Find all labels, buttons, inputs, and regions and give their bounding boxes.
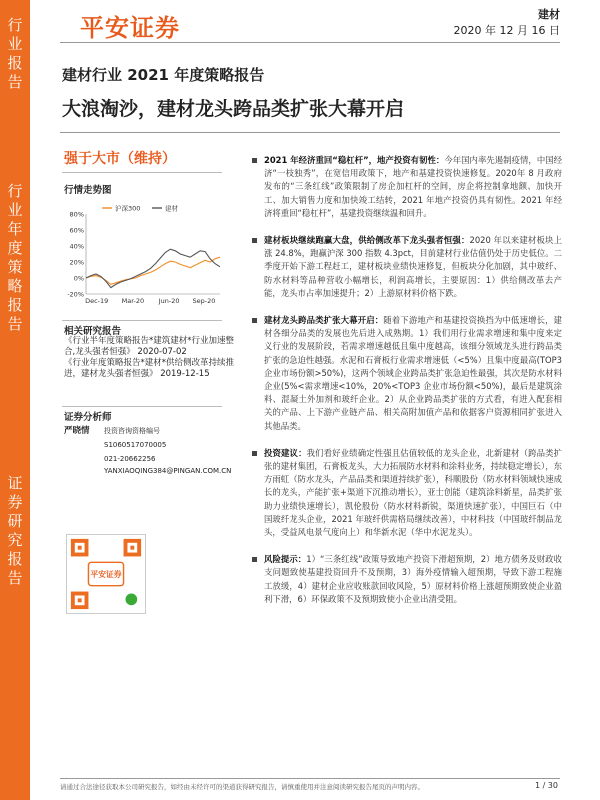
header-divider	[60, 42, 560, 43]
bullet-body: 我们看好业绩确定性强且估值较低的龙头企业，北新建材（跨品类扩张的建材集团，石膏板龙头，大力拓展防水材料和涂料业务，持续稳定增长），东方雨虹（防水龙头，产品品类和渠道持续扩张），科顺股份（防水材料领域快速成长的龙头，产能扩张+渠道下沉推动增长），亚士创能（建筑涂料新星，品类扩张助力业绩快速增长），凯伦股份（防水材料新锐，渠道快速扩张），中国巨石（中国玻纤龙头企业，2021 年玻纤供需格局继续改善），中材科技（中国玻纤制品龙头，受益风电景气度向上）和华新水泥（华中水泥龙头）。	[264, 447, 562, 538]
sidebar-char: 告	[7, 315, 23, 333]
header-date: 2020 年 12 月 16 日	[453, 24, 560, 37]
bullet-expansion	[252, 314, 562, 433]
rating-label: 强于大市（维持）	[64, 151, 176, 167]
bullet-body: 今年国内率先遏制疫情，中国经济“一枝独秀”，在宽信用政策下，地产和基建投资快速修复。2020年 8 月政府发布的“三条红线”政策限制了房企加杠杆的空间，房企将控制拿地额、加快开工、加大销售力度和加快竣工结转，2021 年地产投资仍具有韧性。2021 年经济将重回“稳杠杆”，基建投资继续温和回升。	[264, 155, 563, 218]
bullet-risk-warning	[252, 553, 562, 606]
qr-code	[66, 534, 146, 614]
qr-logo-text: 平安证券	[90, 569, 122, 579]
x-tick-label: Dec-19	[85, 297, 109, 305]
bullet-sector-performance	[252, 234, 562, 300]
bullet-body: 随着下游地产和基建投资换挡为中低速增长，建材各细分品类的发展也先后进入成熟期。1）我们用行业需求增速和集中度来定义行业的发展阶段，若需求增速越低且集中度越高，该细分领域龙头进行跨品类扩张的急迫性越强。水泥和石膏板行业需求增速低（<5%）且集中度最高(TOP3 企业市场份额>50%)，这两个领域企业跨品类扩张急迫性最强，其次是防水材料企业(5%<需求增速<10%，20%<TOP3 企业市场份额<50%)，最后是建筑涂料、混凝土外加剂和玻纤企业。2）从企业跨品类扩张的方式看，有进入配套相关的产品、上下游产业链产品、相关高附加值产品和依据客户资源相同扩张进入其他品类。	[264, 315, 563, 431]
sidebar-char: 业	[7, 35, 23, 53]
bullet-body: 1）“三条红线”政策导致地产投资下滑超预期，2）地方债务及财政收支问题致使基建投资回升不及预期，3）海外疫情输入超预期，导致下游工程施工放缓，4）建材企业应收账款回收风险，5）原材料价格上涨超预期致使企业盈利下滑，6）环保政策不及预期致使小企业出清受阻。	[264, 554, 562, 604]
x-tick-label: Sep-20	[192, 297, 216, 305]
sidebar-char: 告	[7, 73, 23, 91]
sidebar-char: 策	[7, 258, 23, 276]
sidebar-char: 略	[7, 277, 23, 295]
y-tick-label: 20%	[69, 258, 84, 267]
sidebar-char: 券	[7, 493, 23, 511]
bullet-investment-advice	[252, 447, 562, 539]
sidebar-char: 报	[7, 296, 23, 314]
x-tick-label: Jun-20	[158, 297, 180, 305]
analyst-phone: 021-20662256	[104, 455, 156, 463]
header-category: 建材	[538, 8, 560, 21]
title-divider	[60, 132, 560, 133]
y-tick-label: -20%	[67, 290, 84, 299]
summary-bullets	[252, 154, 562, 606]
related-report-item[interactable]: 《行业半年度策略报告*建筑建材*行业加速整合,龙头强者恒强》 2020-07-02	[64, 336, 235, 357]
analyst-license-number: S1060517070005	[104, 441, 167, 449]
sidebar-label-annual-strategy	[0, 182, 30, 334]
sidebar-label-securities-research	[0, 474, 30, 588]
sidebar-char: 行	[7, 182, 23, 200]
sidebar-char: 行	[7, 16, 23, 34]
sidebar-char: 年	[7, 220, 23, 238]
sidebar-char: 告	[7, 569, 23, 587]
series-line-hs300	[86, 257, 220, 284]
sidebar-char: 报	[7, 54, 23, 72]
sidebar-char: 究	[7, 531, 23, 549]
analyst-divider	[62, 406, 222, 407]
y-tick-label: 80%	[69, 210, 84, 219]
footer-divider	[60, 778, 560, 779]
left-sidebar	[0, 0, 30, 800]
qr-code-graphic	[67, 535, 145, 613]
bullet-heading: 风险提示：	[264, 554, 307, 565]
rating-divider	[62, 172, 222, 173]
analyst-info	[104, 424, 234, 476]
y-tick-label: 40%	[69, 242, 84, 251]
sidebar-char: 研	[7, 512, 23, 530]
legend-label-hs300: 沪深300	[115, 204, 141, 213]
related-report-item[interactable]: 《行业年度策略报告*建材*供给侧改革持续推进，建材龙头强者恒强》 2019-12-15	[64, 358, 235, 379]
sidebar-char: 证	[7, 474, 23, 492]
page-number: 1 / 30	[534, 781, 558, 790]
bullet-body: 2020 年以来建材板块上涨 24.8%，跑赢沪深 300 指数 4.3pct，目前建材行业估值仍处于历史低位。二季度开始下游工程赶工，建材板块业绩快速修复，但板块分化加剧，其中玻纤、防水材料等品种营收小幅增长，利润高增长，主要原因：1）供给侧改革去产能，龙头市占率加速提升；2）上游原材料价格下跌。	[264, 235, 562, 298]
bullet-heading: 投资建议：	[264, 447, 307, 458]
bullet-heading: 建材板块继续跑赢大盘，供给侧改革下龙头强者恒强：	[264, 235, 470, 246]
analyst-license-label: 投资咨询资格编号	[104, 427, 160, 435]
sidebar-char: 业	[7, 201, 23, 219]
sidebar-label-industry-report	[0, 16, 30, 92]
series-line-jiancai	[86, 249, 220, 287]
report-title: 大浪淘沙，建材龙头跨品类扩张大幕开启	[62, 98, 405, 120]
bullet-heading: 2021 年经济重回“稳杠杆”，地产投资有韧性：	[264, 155, 445, 165]
analyst-section-title: 证券分析师	[64, 412, 112, 423]
legend-label-jiancai: 建材	[165, 204, 178, 213]
bullet-heading: 建材龙头跨品类扩张大幕开启：	[264, 315, 384, 326]
analyst-email[interactable]: YANXIAOQING384@PINGAN.COM.CN	[104, 467, 232, 475]
chart-section-title: 行情走势图	[64, 185, 112, 196]
bullet-economy	[252, 154, 562, 220]
related-section-title: 相关研究报告	[64, 326, 122, 337]
pingan-logo: 平安证券	[80, 14, 180, 42]
y-tick-label: 0%	[73, 274, 84, 283]
sidebar-char: 度	[7, 239, 23, 257]
analyst-name: 严晓情	[64, 426, 90, 436]
sidebar-char: 报	[7, 550, 23, 568]
market-trend-chart	[58, 200, 228, 312]
related-divider	[62, 320, 222, 321]
footer-disclaimer: 请通过合法途径获取本公司研究报告，如经由未经许可的渠道获得研究报告，请慎重使用并注意阅读研究报告尾页的声明内容。	[60, 783, 424, 791]
x-tick-label: Mar-20	[121, 297, 145, 305]
y-tick-label: 60%	[69, 226, 84, 235]
report-subtitle: 建材行业 2021 年度策略报告	[62, 66, 265, 84]
related-reports-list	[64, 336, 234, 380]
